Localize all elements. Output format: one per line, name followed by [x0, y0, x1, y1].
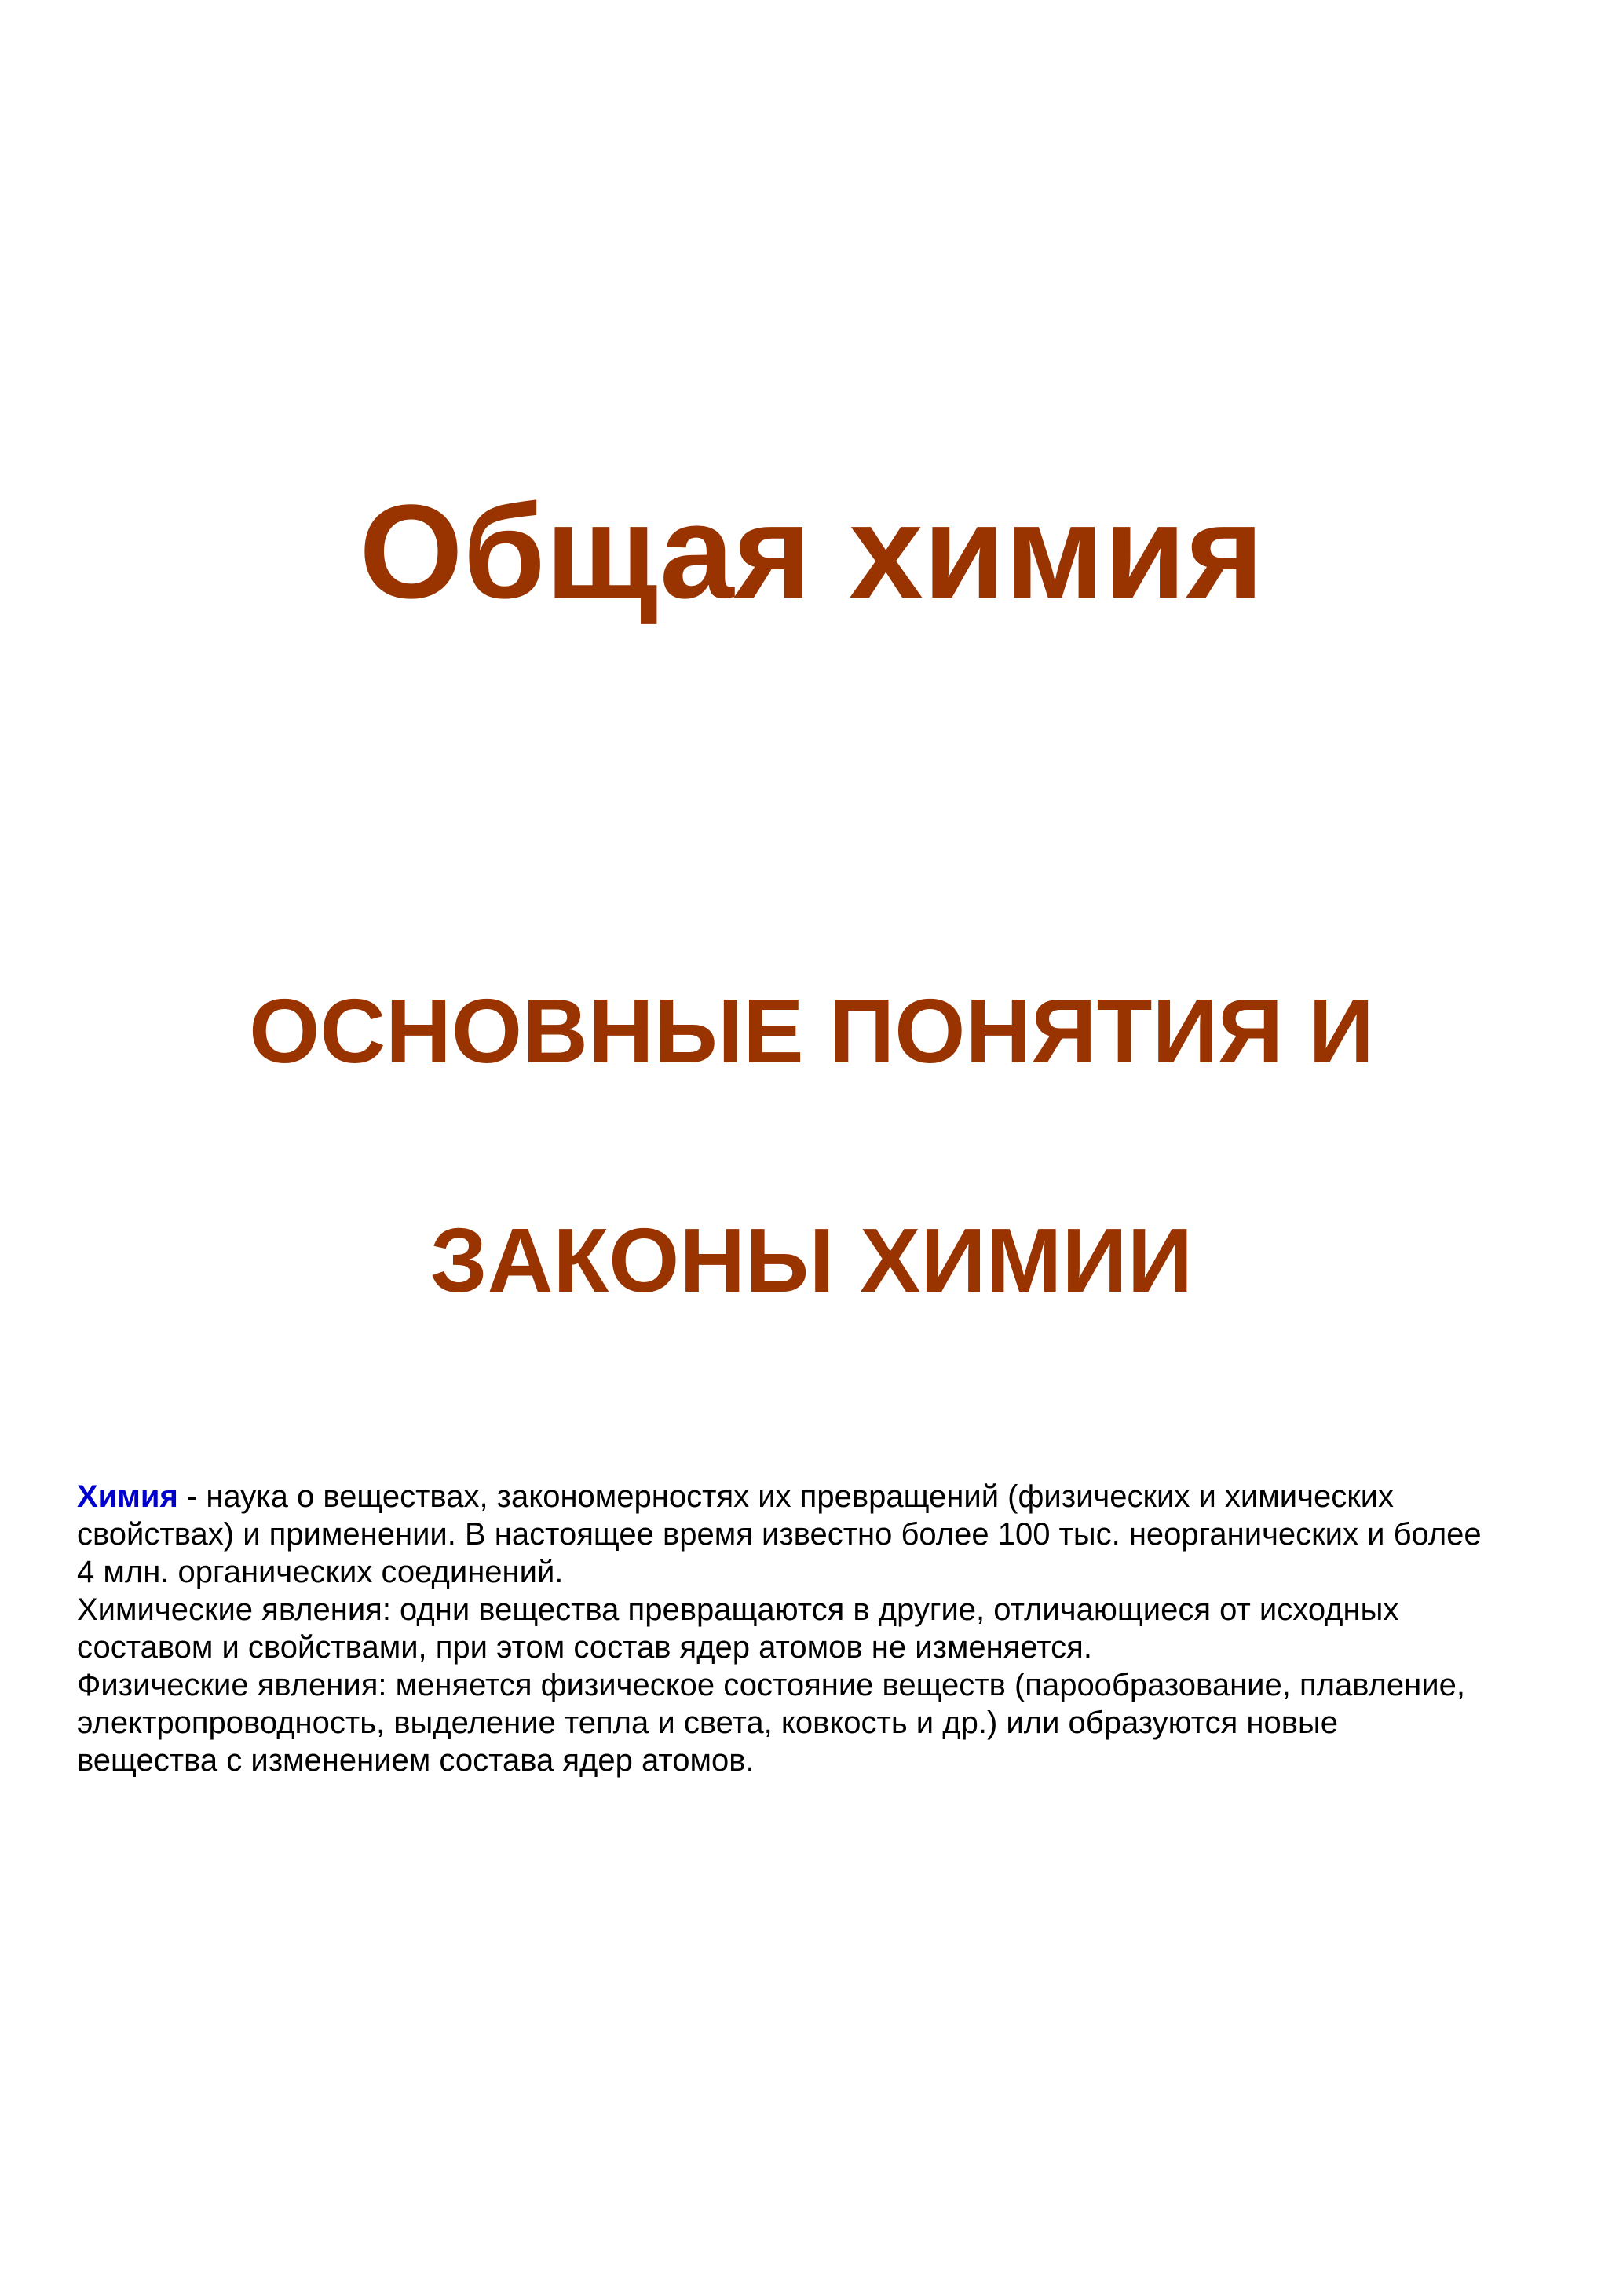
- paragraph-line-2: свойствах) и применении. В настоящее время известно более 100 тыс. неорганических и более: [77, 1517, 1482, 1552]
- paragraph-line-1: [77, 1478, 1569, 1515]
- section-heading-line-2: ЗАКОНЫ ХИМИИ: [430, 1209, 1193, 1311]
- paragraph-line-5: составом и свойствами, при этом состав ядер атомов не изменяется.: [77, 1630, 1092, 1665]
- section-heading-line-1: ОСНОВНЫЕ ПОНЯТИЯ И: [249, 980, 1374, 1082]
- paragraph-line-8: вещества с изменением состава ядер атомов.: [77, 1743, 755, 1778]
- paragraph-line-6: Физические явления: меняется физическое состояние веществ (парообразование, плавление,: [77, 1668, 1465, 1702]
- paragraph-line-1-text: - наука о веществах, закономерностях их превращений (физических и химических: [177, 1479, 1395, 1514]
- paragraph-line-7: электропроводность, выделение тепла и света, ковкость и др.) или образуются новые: [77, 1706, 1338, 1740]
- paragraph-line-3: 4 млн. органических соединений.: [77, 1555, 564, 1589]
- definition-paragraph: [77, 1478, 1569, 1779]
- term-chemistry: Химия: [77, 1479, 178, 1514]
- document-title: Общая химия: [359, 477, 1264, 627]
- paragraph-line-4: Химические явления: одни вещества превращаются в другие, отличающиеся от исходных: [77, 1592, 1399, 1627]
